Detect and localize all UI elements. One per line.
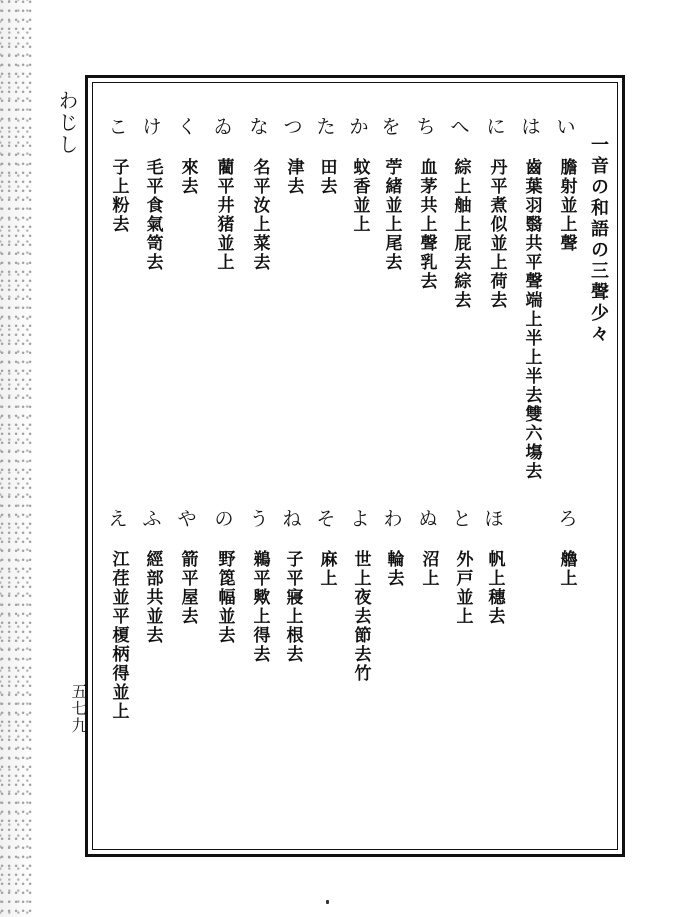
- kana-heading: う: [249, 508, 269, 530]
- entry-text: 名平汝上菜去: [249, 158, 270, 272]
- kana-heading: は: [521, 116, 541, 138]
- kana-heading: そ: [316, 508, 336, 530]
- entry-text: 子平寢上根去: [282, 550, 303, 664]
- entry-text: 經部共並去: [142, 550, 163, 645]
- entry-text: 齒葉羽翳共平聲端上半上半去雙六塲去: [521, 158, 542, 481]
- entry-text: 藺平井猪並上: [213, 158, 234, 272]
- entry-text: 麻上: [316, 550, 337, 588]
- entry-text: 輪去: [383, 550, 404, 588]
- kana-heading: わ: [383, 508, 403, 530]
- entry-text: 江荏並平榎柄得並上: [108, 550, 129, 721]
- kana-heading: ち: [416, 116, 436, 138]
- kana-heading: ね: [282, 508, 302, 530]
- entry-text: 綜上舳上屁去綜去: [450, 158, 471, 310]
- kana-heading: に: [486, 116, 506, 138]
- kana-heading: ほ: [484, 508, 504, 530]
- entry-text: 丹平煮似並上荷去: [486, 158, 507, 310]
- kana-heading: ゐ: [213, 116, 233, 138]
- entry-text: 田去: [316, 158, 337, 196]
- kana-heading: な: [249, 116, 269, 138]
- kana-heading: の: [214, 508, 234, 530]
- kana-heading: く: [177, 116, 197, 138]
- kana-heading: ぬ: [418, 508, 438, 530]
- entry-text: 津去: [283, 158, 304, 196]
- kana-heading: つ: [283, 116, 303, 138]
- scan-edge-texture: [0, 0, 34, 917]
- kana-heading: と: [452, 508, 472, 530]
- entry-text: 血茅共上聲乳去: [416, 158, 437, 291]
- entry-text: 世上夜去節去竹: [350, 550, 371, 683]
- entry-text: 蚊香並上: [349, 158, 370, 234]
- page-number: 五七九: [69, 683, 88, 734]
- entry-text: 膽射並上聲: [556, 158, 577, 253]
- entry-text: 來去: [177, 158, 198, 196]
- running-header: わじし: [55, 90, 79, 156]
- entry-text: 鵜平歟上得去: [249, 550, 270, 664]
- entry-text: 帆上穗去: [484, 550, 505, 626]
- entry-text: 苧緒並上尾去: [381, 158, 402, 272]
- entry-text: 毛平食氣笥去: [142, 158, 163, 272]
- entry-text: 艪上: [556, 550, 577, 588]
- kana-heading: ふ: [142, 508, 162, 530]
- kana-heading: い: [556, 116, 576, 138]
- entry-text: 野箆幅並去: [214, 550, 235, 645]
- kana-heading: た: [316, 116, 336, 138]
- entry-text: 外戸並上: [452, 550, 473, 626]
- entry-text: 子上粉去: [108, 158, 129, 234]
- entry-text: 箭平屋去: [177, 550, 198, 626]
- kana-heading: ろ: [558, 508, 578, 530]
- section-title: 一音の和語の三聲少々: [588, 135, 609, 345]
- kana-heading: か: [349, 116, 369, 138]
- kana-heading: へ: [450, 116, 470, 138]
- kana-heading: え: [108, 508, 128, 530]
- ink-speck: [326, 900, 329, 904]
- kana-heading: を: [381, 116, 401, 138]
- kana-heading: や: [177, 508, 197, 530]
- entry-text: 沼上: [418, 550, 439, 588]
- kana-heading: こ: [108, 116, 128, 138]
- kana-heading: よ: [350, 508, 370, 530]
- kana-heading: け: [142, 116, 162, 138]
